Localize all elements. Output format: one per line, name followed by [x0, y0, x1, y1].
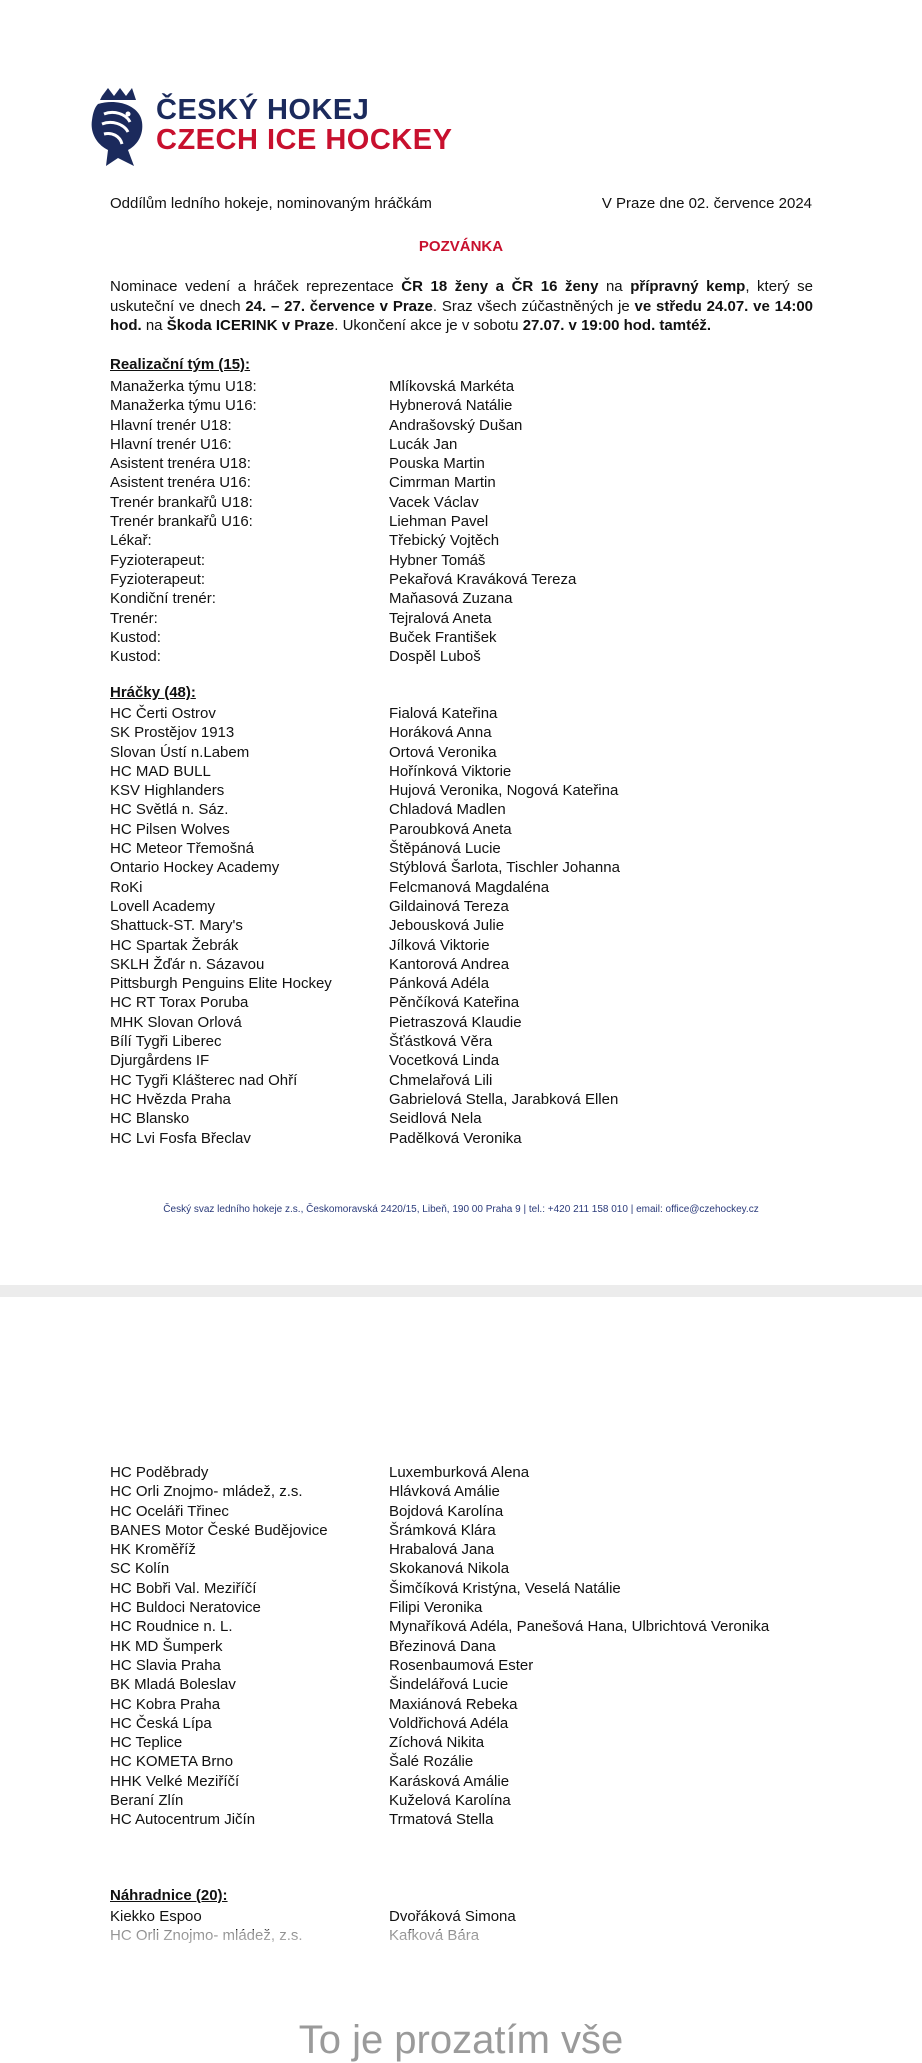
- staff-heading: Realizační tým (15):: [110, 356, 251, 373]
- player-row-left: Pittsburgh Penguins Elite Hockey: [110, 975, 332, 993]
- player-row: [110, 1482, 870, 1501]
- player-row-right: Stýblová Šarlota, Tischler Johanna: [389, 859, 620, 877]
- player-row-right: Pietraszová Klaudie: [389, 1013, 522, 1031]
- player-row-right: Kuželová Karolína: [389, 1792, 511, 1810]
- staff-row-right: Cimrman Martin: [389, 474, 496, 492]
- staff-row-left: Trenér brankařů U18:: [110, 493, 253, 511]
- player-row-left: HC Poděbrady: [110, 1464, 209, 1481]
- czech-ice-hockey-logo: [88, 88, 453, 168]
- player-row-left: BK Mladá Boleslav: [110, 1676, 236, 1694]
- intro-segment: ČR 18 ženy a ČR 16 ženy: [401, 278, 599, 295]
- intro-segment: . Ukončení akce je v sobotu: [334, 317, 523, 334]
- player-row-right: Bojdová Karolína: [389, 1502, 504, 1520]
- player-row: [110, 1772, 870, 1791]
- player-row-left: Shattuck-ST. Mary's: [110, 917, 243, 935]
- intro-segment: Nominace vedení a hráček reprezentace: [110, 278, 402, 295]
- player-row-left: HC Kobra Praha: [110, 1695, 221, 1713]
- player-row-right: Vocetková Linda: [389, 1052, 500, 1070]
- player-row: [110, 1714, 870, 1733]
- player-row-left: SK Prostějov 1913: [110, 724, 235, 742]
- staff-row: [110, 531, 870, 550]
- staff-row-right: Maňasová Zuzana: [389, 590, 513, 608]
- player-row: [110, 936, 870, 955]
- player-row: [110, 1129, 870, 1148]
- addressee: Oddílům ledního hokeje, nominovaným hráčkám: [110, 195, 432, 212]
- intro-segment: ve středu 24.07. ve 14:00 hod.: [110, 297, 814, 334]
- player-row-left: BANES Motor České Budějovice: [110, 1521, 328, 1539]
- staff-row-left: Kustod:: [110, 628, 161, 646]
- player-row-right: Pěnčíková Kateřina: [389, 994, 520, 1012]
- player-row: [110, 723, 870, 742]
- player-row-left: Lovell Academy: [110, 897, 216, 915]
- player-row-left: HC Čerti Ostrov: [110, 705, 216, 722]
- player-row: [110, 1810, 870, 1829]
- logo-line-1: ČESKÝ HOKEJ: [156, 94, 370, 126]
- player-row-right: Paroubková Aneta: [389, 820, 512, 838]
- letter-date: V Praze dne 02. července 2024: [601, 195, 812, 212]
- staff-row-right: Hybnerová Natálie: [389, 397, 513, 415]
- player-row-right: Fialová Kateřina: [389, 705, 498, 722]
- player-row: [110, 878, 870, 897]
- player-row-left: HC MAD BULL: [110, 762, 211, 780]
- player-row-right: Trmatová Stella: [389, 1811, 494, 1829]
- player-row: [110, 781, 870, 800]
- intro-segment: 24. – 27. července v Praze: [245, 297, 433, 315]
- player-row-left: Bílí Tygři Liberec: [110, 1033, 222, 1051]
- player-row: [110, 1013, 870, 1032]
- player-row-left: SKLH Žďár n. Sázavou: [110, 955, 265, 973]
- staff-row-left: Manažerka týmu U16:: [110, 397, 257, 415]
- player-row-right: Horáková Anna: [389, 724, 492, 742]
- player-row: [110, 820, 870, 839]
- staff-row: [110, 589, 870, 608]
- intro-segment: , který se uskuteční ve dnech: [110, 278, 813, 315]
- player-row-right: Hlávková Amálie: [389, 1483, 500, 1501]
- staff-row-right: Dospěl Luboš: [389, 648, 481, 666]
- player-row: [110, 916, 870, 935]
- staff-row-left: Kustod:: [110, 648, 161, 666]
- staff-row-right: Pouska Martin: [389, 455, 485, 473]
- players-list-continued: [110, 1463, 870, 1830]
- staff-row-left: Trenér:: [110, 609, 158, 627]
- player-row-left: KSV Highlanders: [110, 782, 225, 800]
- staff-row: [110, 435, 870, 454]
- staff-row-left: Fyzioterapeut:: [110, 551, 206, 569]
- staff-row-right: Liehman Pavel: [389, 513, 489, 531]
- player-row: [110, 1559, 870, 1578]
- staff-row-right: Buček František: [389, 628, 497, 646]
- player-row: [110, 1791, 870, 1810]
- player-row: [110, 1733, 870, 1752]
- intro-segment: Škoda ICERINK v Praze: [166, 317, 335, 334]
- player-row-right: Hořínková Viktorie: [389, 762, 512, 780]
- staff-row: [110, 512, 870, 531]
- player-row: [110, 1598, 870, 1617]
- player-row-left: SC Kolín: [110, 1560, 170, 1578]
- player-row-right: Březinová Dana: [389, 1637, 496, 1655]
- players-heading: Hráčky (48):: [110, 684, 196, 701]
- page-footer: Český svaz ledního hokeje z.s., Českomoravská 2420/15, Libeň, 190 00 Praha 9 | tel.: +420 211 158 010 | email: office@czehockey.cz: [163, 1204, 759, 1215]
- staff-row-left: Asistent trenéra U18:: [110, 455, 251, 473]
- player-row: [110, 1071, 870, 1090]
- substitute-row: [110, 1907, 870, 1926]
- player-row-left: Slovan Ústí n.Labem: [110, 743, 250, 761]
- player-row: [110, 800, 870, 819]
- staff-row: [110, 396, 870, 415]
- lion-crest-icon: [88, 88, 148, 168]
- player-row-right: Ortová Veronika: [389, 743, 497, 761]
- staff-row-right: Vacek Václav: [389, 493, 479, 511]
- player-row-left: MHK Slovan Orlová: [110, 1013, 242, 1031]
- player-row-left: Beraní Zlín: [110, 1792, 184, 1810]
- staff-row: [110, 551, 870, 570]
- player-row: [110, 955, 870, 974]
- player-row-right: Chmelařová Lili: [389, 1071, 493, 1089]
- letter-title: POZVÁNKA: [418, 238, 504, 255]
- player-row: [110, 839, 870, 858]
- player-row-left: HC Tygři Klášterec nad Ohří: [110, 1071, 298, 1089]
- player-row-left: HC Bobři Val. Meziříčí: [110, 1579, 257, 1597]
- substitute-row-right: Dvořáková Simona: [389, 1908, 516, 1925]
- staff-row: [110, 570, 870, 589]
- staff-row-left: Trenér brankařů U16:: [110, 513, 253, 531]
- player-row-right: Hrabalová Jana: [389, 1541, 495, 1559]
- player-row: [110, 704, 870, 723]
- player-row-right: Šimčíková Kristýna, Veselá Natálie: [389, 1579, 621, 1597]
- player-row: [110, 1675, 870, 1694]
- staff-row: [110, 493, 870, 512]
- staff-row-left: Asistent trenéra U16:: [110, 474, 251, 492]
- staff-row-left: Kondiční trenér:: [110, 590, 216, 608]
- player-row-right: Felcmanová Magdaléna: [389, 878, 550, 896]
- intro-segment: na: [598, 278, 631, 295]
- player-row: [110, 974, 870, 993]
- player-row-right: Karásková Amálie: [389, 1772, 510, 1790]
- staff-row: [110, 454, 870, 473]
- player-row: [110, 1656, 870, 1675]
- player-row: [110, 1695, 870, 1714]
- player-row: [110, 993, 870, 1012]
- end-message: To je prozatím vše: [298, 2018, 624, 2062]
- player-row-right: Luxemburková Alena: [389, 1464, 530, 1481]
- player-row-right: Šalé Rozálie: [389, 1753, 474, 1771]
- player-row-left: HC Buldoci Neratovice: [110, 1599, 261, 1617]
- player-row-right: Maxiánová Rebeka: [389, 1695, 518, 1713]
- staff-row-right: Třebický Vojtěch: [389, 532, 500, 550]
- player-row-left: HC Hvězda Praha: [110, 1090, 231, 1108]
- player-row: [110, 858, 870, 877]
- player-row-right: Rosenbaumová Ester: [389, 1656, 534, 1674]
- player-row-left: HC Pilsen Wolves: [110, 820, 230, 838]
- player-row-left: RoKi: [110, 878, 143, 896]
- player-row: [110, 1051, 870, 1070]
- player-row-right: Pánková Adéla: [389, 975, 490, 993]
- player-row-right: Seidlová Nela: [389, 1110, 482, 1128]
- player-row-right: Jebousková Julie: [389, 917, 505, 935]
- player-row-left: HC Orli Znojmo- mládež, z.s.: [110, 1483, 303, 1501]
- substitutes-heading: Náhradnice (20):: [110, 1887, 228, 1904]
- player-row-left: HC Světlá n. Sáz.: [110, 801, 229, 819]
- player-row-left: HC Autocentrum Jičín: [110, 1811, 256, 1829]
- player-row: [110, 1109, 870, 1128]
- player-row-left: HC KOMETA Brno: [110, 1753, 234, 1771]
- player-row: [110, 1463, 870, 1482]
- staff-row-right: Tejralová Aneta: [389, 609, 492, 627]
- players-list: [110, 704, 870, 1148]
- staff-row-right: Pekařová Kraváková Tereza: [389, 570, 577, 588]
- player-row-right: Voldřichová Adéla: [389, 1714, 509, 1732]
- player-row-right: Gildainová Tereza: [389, 897, 509, 915]
- staff-list: [110, 377, 870, 666]
- player-row: [110, 1637, 870, 1656]
- player-row-right: Gabrielová Stella, Jarabková Ellen: [389, 1090, 619, 1108]
- player-row-left: HC Česká Lípa: [110, 1714, 212, 1732]
- player-row-right: Štěpánová Lucie: [389, 840, 501, 858]
- staff-row: [110, 377, 870, 396]
- player-row-left: HK Kroměříž: [110, 1541, 196, 1559]
- staff-row-left: Fyzioterapeut:: [110, 570, 206, 588]
- player-row: [110, 1521, 870, 1540]
- staff-row-left: Manažerka týmu U18:: [110, 378, 257, 395]
- player-row-left: HK MD Šumperk: [110, 1637, 223, 1655]
- player-row: [110, 1617, 870, 1636]
- player-row-right: Padělková Veronika: [389, 1129, 522, 1147]
- player-row: [110, 1752, 870, 1771]
- player-row: [110, 743, 870, 762]
- staff-row-right: Hybner Tomáš: [389, 551, 486, 569]
- player-row-left: Djurgårdens IF: [110, 1052, 210, 1070]
- player-row-right: Filipi Veronika: [389, 1599, 483, 1617]
- player-row-left: HC Blansko: [110, 1110, 190, 1128]
- staff-row: [110, 647, 870, 666]
- player-row: [110, 1032, 870, 1051]
- staff-row: [110, 609, 870, 628]
- staff-row-right: Lucák Jan: [389, 435, 458, 453]
- staff-row-right: Mlíkovská Markéta: [389, 378, 515, 395]
- player-row-left: HHK Velké Meziříčí: [110, 1772, 240, 1790]
- player-row-left: HC Spartak Žebrák: [110, 936, 239, 954]
- player-row: [110, 1579, 870, 1598]
- staff-row-left: Hlavní trenér U16:: [110, 435, 232, 453]
- player-row-left: HC RT Torax Poruba: [110, 994, 249, 1012]
- intro-segment: . Sraz všech zúčastněných je: [432, 297, 635, 315]
- intro-segment: přípravný kemp: [630, 278, 746, 295]
- player-row: [110, 1540, 870, 1559]
- player-row-left: HC Meteor Třemošná: [110, 840, 254, 858]
- intro-segment: 27.07. v 19:00 hod. tamtéž.: [522, 317, 712, 334]
- staff-row-left: Lékař:: [110, 532, 152, 550]
- player-row-left: HC Roudnice n. L.: [110, 1618, 233, 1636]
- player-row-right: Chladová Madlen: [389, 801, 506, 819]
- player-row: [110, 1502, 870, 1521]
- player-row-left: Ontario Hockey Academy: [110, 859, 280, 877]
- staff-row: [110, 416, 870, 435]
- player-row-right: Skokanová Nikola: [389, 1560, 510, 1578]
- player-row-left: HC Teplice: [110, 1734, 183, 1752]
- player-row-right: Šťástková Věra: [389, 1033, 493, 1051]
- staff-row-left: Hlavní trenér U18:: [110, 416, 232, 434]
- substitute-row-left: Kiekko Espoo: [110, 1908, 202, 1925]
- player-row: [110, 762, 870, 781]
- player-row-left: HC Slavia Praha: [110, 1656, 221, 1674]
- intro-segment: na: [141, 317, 167, 334]
- staff-row-right: Andrašovský Dušan: [389, 416, 523, 434]
- logo-line-2: CZECH ICE HOCKEY: [156, 124, 453, 156]
- player-row-right: Jílková Viktorie: [389, 936, 490, 954]
- player-row-left: HC Oceláři Třinec: [110, 1502, 229, 1520]
- player-row-right: Kantorová Andrea: [389, 955, 510, 973]
- player-row-left: HC Lvi Fosfa Břeclav: [110, 1129, 251, 1147]
- player-row: [110, 897, 870, 916]
- staff-row: [110, 473, 870, 492]
- player-row-right: Šindelářová Lucie: [389, 1676, 509, 1694]
- player-row: [110, 1090, 870, 1109]
- player-row-right: Hujová Veronika, Nogová Kateřina: [389, 782, 619, 800]
- page-separator: [0, 1285, 922, 1297]
- player-row-right: Šrámková Klára: [389, 1521, 496, 1539]
- intro-paragraph: [110, 277, 813, 336]
- staff-row: [110, 628, 870, 647]
- player-row-right: Zíchová Nikita: [389, 1734, 485, 1752]
- player-row-right: Mynaříková Adéla, Panešová Hana, Ulbrichtová Veronika: [389, 1618, 770, 1636]
